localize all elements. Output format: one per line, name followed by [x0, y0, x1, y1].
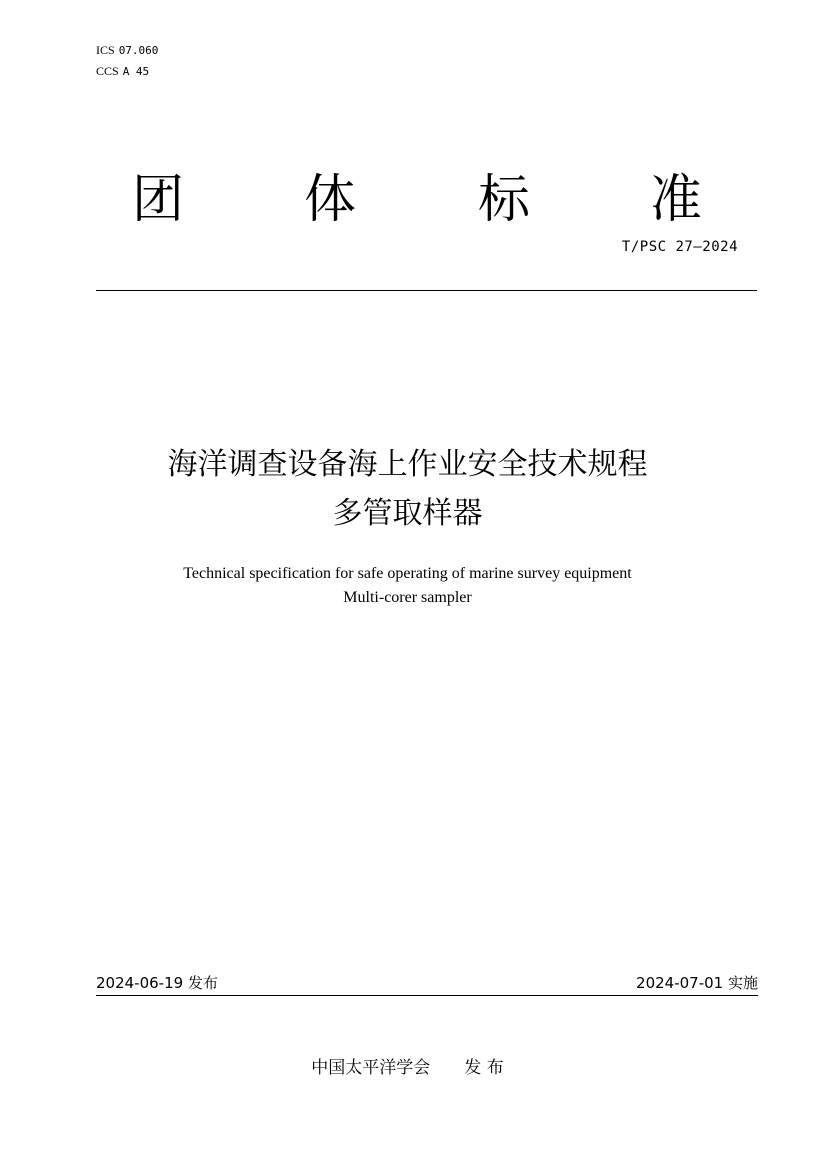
title-cn-line1: 海洋调查设备海上作业安全技术规程	[167, 447, 648, 482]
standard-number: T/PSC 27—2024	[621, 239, 738, 255]
ccs-label: CCS	[96, 64, 119, 78]
standard-type-char-2: 体	[304, 170, 357, 230]
title-cn-line2: 多管取样器	[332, 496, 483, 531]
issue-date: 2024-06-19 发布	[96, 974, 218, 992]
publisher-line	[0, 1053, 815, 1078]
header-divider	[96, 290, 757, 291]
standard-type-char-3: 标	[478, 170, 531, 230]
ccs-code	[96, 61, 158, 82]
title-en-line1: Technical specification for safe operating of marine survey equipment	[183, 565, 632, 582]
ics-label: ICS	[96, 43, 115, 57]
ics-value: 07.060	[118, 44, 159, 57]
standard-type-char-1: 团	[132, 170, 185, 230]
standard-type-char-4: 准	[650, 170, 703, 230]
standard-type-heading	[132, 168, 712, 232]
classification-codes	[96, 40, 158, 82]
title-en-line2: Multi-corer sampler	[343, 589, 472, 606]
ccs-value: A 45	[122, 65, 150, 78]
ics-code	[96, 40, 158, 61]
publisher-action: 发 布	[464, 1058, 504, 1078]
publisher-name: 中国太平洋学会	[311, 1058, 431, 1078]
implementation-date: 2024-07-01 实施	[636, 974, 758, 992]
footer-divider	[96, 995, 758, 996]
